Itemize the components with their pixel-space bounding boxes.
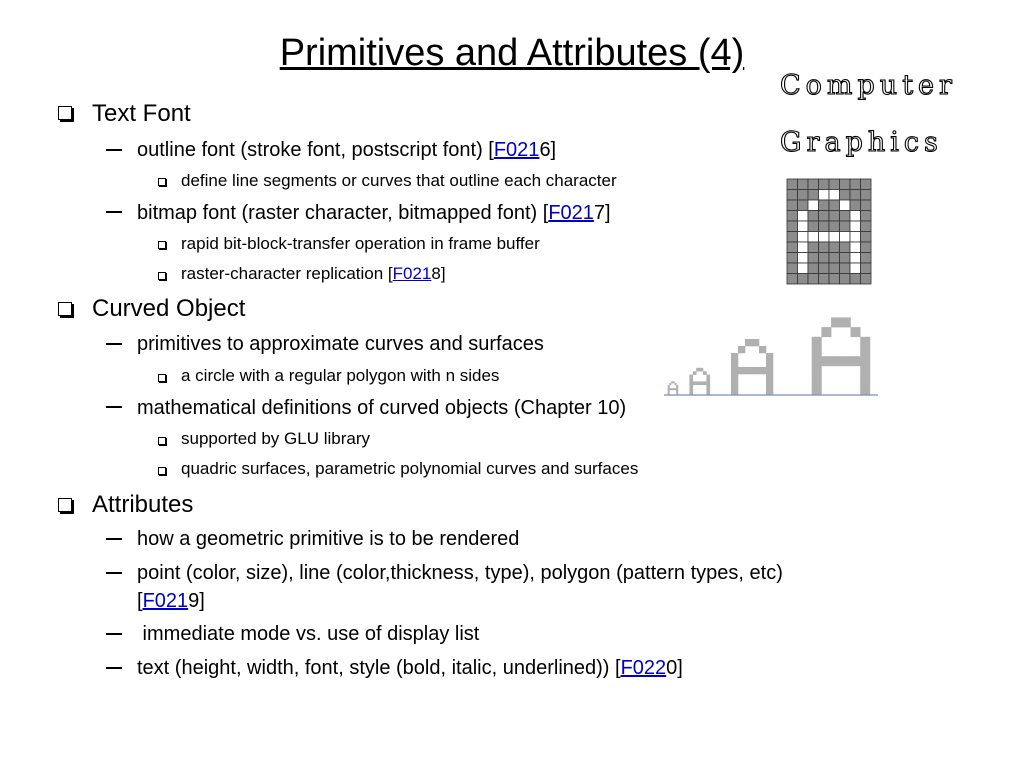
bullet-curve-approx: primitives to approximate curves and surfaces [137,333,544,355]
bitmap-cell [840,221,851,232]
raster-letter-replication [662,298,882,400]
bitmap-cell [819,200,830,211]
bullet-text-font: Text Font [92,100,191,127]
bullet-bitmap-font: bitmap font (raster character, bitmapped font) [F0217] [137,202,611,224]
bitmap-cell [861,253,872,264]
bullet-bitmap-sub1: rapid bit-block-transfer operation in frame buffer [181,234,540,253]
bitmap-cell [787,253,798,264]
bullet-box-icon [58,498,72,512]
bullet-bitmap-sub2: raster-character replication [F0218] [181,264,446,283]
bitmap-cell [798,190,809,201]
bullet-small-box-icon [158,437,166,445]
bitmap-cell [798,200,809,211]
bitmap-cell [840,190,851,201]
bullet-attr-point-line: point (color, size), line (color,thickness, type), polygon (pattern types, etc) [137,562,783,584]
bitmap-cell [798,242,809,253]
bitmap-cell [787,274,798,285]
bitmap-cell [850,211,861,222]
bitmap-cell [861,274,872,285]
bullet-outline-font: outline font (stroke font, postscript font) [F0216] [137,139,557,161]
bitmap-cell [829,263,840,274]
bitmap-cell [808,263,819,274]
ref-link-f0216[interactable]: F021 [493,139,540,161]
bitmap-cell [808,253,819,264]
dash-icon [106,572,122,574]
bitmap-cell [861,190,872,201]
bitmap-cell [850,179,861,190]
bullet-attr-point-line-cont: [F0219] [137,590,205,612]
ref-link-f0219[interactable]: F021 [142,590,189,612]
bitmap-cell [798,263,809,274]
bullet-small-box-icon [158,374,166,382]
bitmap-cell [840,263,851,274]
bitmap-cell [787,232,798,243]
dash-icon [106,211,122,213]
bitmap-cell [808,179,819,190]
bitmap-cell [819,242,830,253]
bitmap-cell [787,190,798,201]
outline-font-word-graphics: Graphics [780,127,943,158]
bitmap-cell [850,242,861,253]
dash-icon [106,538,122,540]
bitmap-cell [829,242,840,253]
bullet-curve-math: mathematical definitions of curved objects (Chapter 10) [137,397,627,419]
bitmap-cell [798,253,809,264]
replicated-letter-3 [731,339,773,395]
bullet-outline-sub: define line segments or curves that outline each character [181,171,617,190]
bitmap-cell [808,200,819,211]
bitmap-cell [840,232,851,243]
bitmap-cell [819,263,830,274]
bitmap-cell [787,211,798,222]
bullet-curve-math-sub1: supported by GLU library [181,429,370,448]
bitmap-cell [850,190,861,201]
replicated-letter-1 [668,381,679,395]
dash-icon [106,406,122,408]
bullet-small-box-icon [158,241,166,249]
bitmap-cell [819,232,830,243]
bullet-small-box-icon [158,178,166,186]
bullet-curved-object: Curved Object [92,295,246,322]
bitmap-cell [819,211,830,222]
bullet-attr-render: how a geometric primitive is to be rendered [137,528,520,550]
bitmap-cell [850,253,861,264]
bitmap-cell [861,221,872,232]
bitmap-cell [850,263,861,274]
slide-title: Primitives and Attributes (4) [279,32,745,74]
bitmap-cell [798,274,809,285]
bitmap-cell [850,221,861,232]
bitmap-cell [829,221,840,232]
bullet-small-box-icon [158,467,166,475]
bitmap-cell [819,179,830,190]
bitmap-cell [850,200,861,211]
bitmap-cell [840,200,851,211]
replicated-letter-4 [812,317,871,395]
bitmap-cell [840,253,851,264]
bitmap-cell [798,211,809,222]
bitmap-cell [819,190,830,201]
bitmap-cell [808,232,819,243]
bitmap-cell [861,232,872,243]
bitmap-cell [829,274,840,285]
bitmap-cell [861,211,872,222]
bitmap-cell [787,263,798,274]
bitmap-cell [829,211,840,222]
bitmap-cell [850,232,861,243]
bullet-attr-immediate: immediate mode vs. use of display list [137,623,480,645]
bullet-attributes: Attributes [92,491,194,518]
bitmap-cell [840,274,851,285]
ref-link-f0217[interactable]: F021 [548,202,594,224]
bitmap-cell [819,253,830,264]
bitmap-cell [840,179,851,190]
bullet-attr-text: text (height, width, font, style (bold, italic, underlined)) [F0220] [137,657,683,679]
bitmap-cell [808,211,819,222]
bitmap-cell [787,179,798,190]
bullet-box-icon [58,302,72,316]
bitmap-cell [829,190,840,201]
bitmap-cell [808,190,819,201]
bullet-small-box-icon [158,272,166,280]
bitmap-cell [861,179,872,190]
ref-link-f0218[interactable]: F021 [392,264,432,283]
bitmap-cell [798,179,809,190]
ref-link-f0220[interactable]: F022 [620,657,667,679]
bitmap-cell [861,242,872,253]
dash-icon [106,343,122,345]
bitmap-cell [861,200,872,211]
bullet-curve-math-sub2: quadric surfaces, parametric polynomial curves and surfaces [181,459,639,478]
bitmap-cell [798,221,809,232]
bitmap-cell [787,221,798,232]
bitmap-cell [819,274,830,285]
bitmap-letter-grid [786,178,872,290]
bitmap-cell [798,232,809,243]
bitmap-cell [808,221,819,232]
outline-font-word-computer: Computer [780,70,957,101]
bitmap-cell [787,200,798,211]
bitmap-cell [829,253,840,264]
bitmap-cell [840,242,851,253]
bitmap-cell [808,274,819,285]
replicated-letter-2 [689,368,710,396]
bitmap-cell [829,200,840,211]
bullet-box-icon [58,106,72,120]
bullet-curve-approx-sub: a circle with a regular polygon with n sides [181,366,500,385]
bitmap-cell [829,232,840,243]
dash-icon [106,667,122,669]
dash-icon [106,633,122,635]
bitmap-cell [840,211,851,222]
dash-icon [106,149,122,151]
bitmap-cell [861,263,872,274]
bitmap-cell [850,274,861,285]
bitmap-cell [808,242,819,253]
bitmap-cell [829,179,840,190]
bitmap-cell [787,242,798,253]
bitmap-cell [819,221,830,232]
